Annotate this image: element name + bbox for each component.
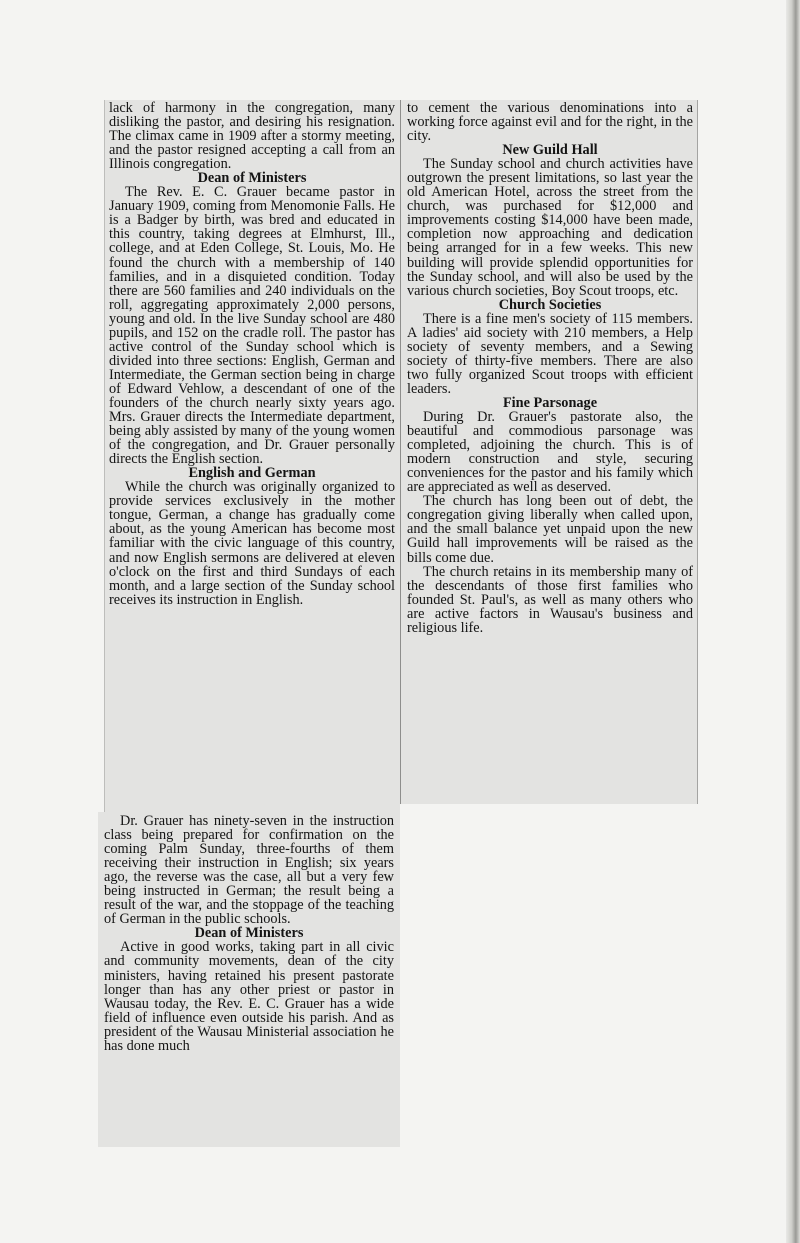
paragraph-guild-hall: The Sunday school and church activities have outgrown the present limitations, so last year the old American Hotel, across the street from the church, was purchased for $12,000 and improvements costing $14,000 have been made, completion now approaching and dedication being arranged for in a few weeks. This new building will provide splendid opportunities for the Sunday school, and will also be used by the various church societies, Boy Scout troops, etc. — [407, 156, 693, 299]
subheading-fine-parsonage: Fine Parsonage — [502, 394, 598, 411]
paragraph-english-sermons: While the church was originally organized to provide services exclusively in the mother tongue, German, a change has gradually come about, as the young American has become most familiar with the civic language of this country, and now English sermons are delivered at eleven o'clock on the first and third Sundays of each month, and a large section of the Sunday school receives its instruction in English. — [109, 479, 395, 608]
subheading-english-and-german: English and German — [188, 465, 316, 482]
clipping-left-column — [104, 100, 400, 812]
clipping-left-column-lower — [98, 812, 400, 1147]
paragraph-societies: There is a fine men's society of 115 members. A ladies' aid society with 210 members, a Help society of seventy members, and a Sewing society of thirty-five members. There are also two fully organized Scout troops with efficient leaders. — [407, 310, 693, 397]
paragraph-parsonage: During Dr. Grauer's pastorate also, the beautiful and commodious parsonage was completed, adjoining the church. This is of modern construction and style, securing conveniences for the pastor and his family which are appreciated as well as deserved. — [407, 409, 693, 496]
scan-page-edge — [786, 0, 800, 1243]
paragraph-denominations: to cement the various denominations into a working force against evil and for the right, in the city. — [407, 100, 693, 145]
subheading-church-societies: Church Societies — [498, 296, 602, 313]
paragraph-rev-grauer: The Rev. E. C. Grauer became pastor in January 1909, coming from Menomonie Falls. He is a Badger by birth, was bred and educated in this country, taking degrees at Elmhurst, Ill., college, and at Eden College, St. Louis, Mo. He found the church with a membership of 140 families, and in a disquieted condition. Today there are 560 families and 240 individuals on the roll, aggregating approximately 2,000 persons, young and old. In the live Sunday school are 480 pupils, and 152 on the cradle roll. The pastor has active control of the Sunday school which is divided into three sections: English, German and Intermediate, the German section being in charge of Edward Vehlow, a descendant of one of the founders of the church nearly sixty years ago. Mrs. Grauer directs the Intermediate department, being ably assisted by many of the young women of the congregation, and Dr. Grauer personally directs the English section. — [109, 184, 395, 468]
subheading-dean-of-ministers: Dean of Ministers — [197, 170, 307, 187]
paragraph-debt: The church has long been out of debt, the congregation giving liberally when called upon, and the small balance yet unpaid upon the new Guild hall improvements will be raised as the bills come due. — [407, 493, 693, 566]
subheading-dean-of-ministers-2: Dean of Ministers — [194, 925, 304, 942]
paragraph-membership: The church retains in its membership many of the descendants of those first families who founded St. Paul's, as well as many others who are active factors in Wausau's business and religious life. — [407, 563, 693, 636]
paragraph-instruction-class: Dr. Grauer has ninety-seven in the instruction class being prepared for confirmation on the coming Palm Sunday, three-fourths of them receiving their instruction in English; six years ago, the reverse was the case, all but a very few being instructed in German; the result being a result of the war, and the stoppage of the teaching of German in the public schools. — [104, 813, 394, 928]
paragraph-civic-work: Active in good works, taking part in all civic and community movements, dean of the city ministers, having retained his present pastorate longer than has any other priest or pastor in Wausau today, the Rev. E. C. Grauer has a wide field of influence even outside his parish. And as president of the Wausau Ministerial association he has done much — [104, 939, 394, 1054]
clipping-right-column — [400, 100, 698, 804]
subheading-new-guild-hall: New Guild Hall — [502, 142, 598, 159]
paragraph-harmony: lack of harmony in the congregation, many disliking the pastor, and desiring his resignation. The climax came in 1909 after a stormy meeting, and the pastor resigned accepting a call from an Illinois congregation. — [109, 100, 395, 173]
